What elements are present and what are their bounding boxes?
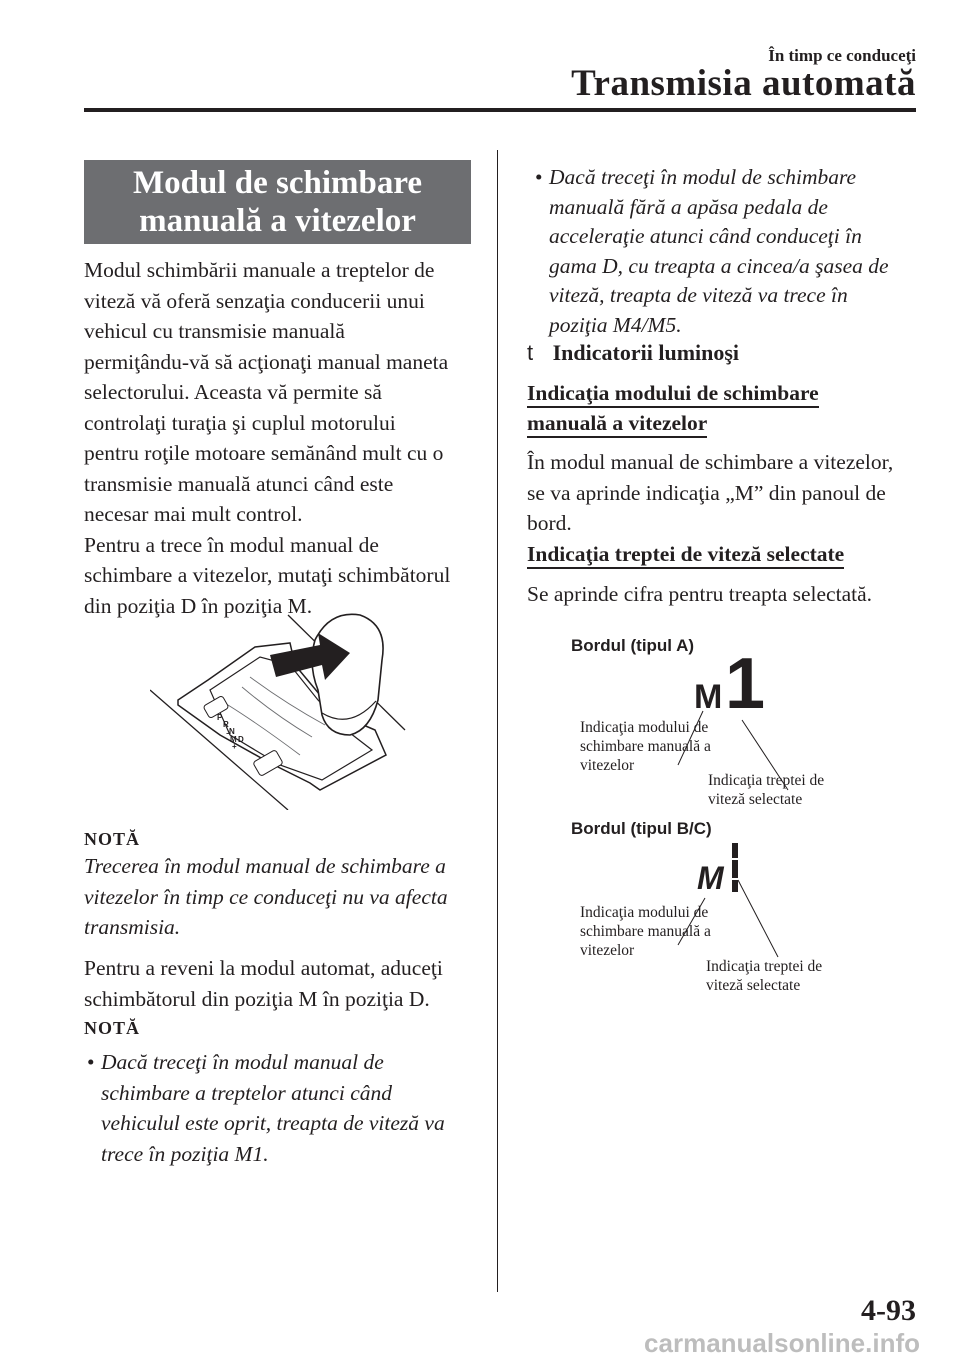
return-line: schimbătorul din poziţia M în poziţia D.	[84, 986, 430, 1011]
bullet-line: viteză, treapta de viteză va trece în	[549, 283, 848, 307]
right-bullet	[535, 163, 924, 340]
section-label: În timp ce conduceţi	[768, 46, 916, 65]
callout-line: schimbare manuală a	[580, 738, 711, 755]
bullet-line: Dacă treceţi în modul manual de	[101, 1050, 384, 1074]
note-title: NOTĂ	[84, 1018, 141, 1038]
column-divider	[497, 150, 498, 1292]
heading-line: Indicaţia modului de schimbare	[527, 381, 819, 408]
intro-line: schimbare a vitezelor, mutaţi schimbătorul	[84, 563, 451, 587]
shift-label-minus: −	[226, 729, 231, 738]
callout-line: vitezelor	[580, 757, 635, 774]
intro-line: Modul schimbării manuale a treptelor de	[84, 258, 435, 282]
shift-label-m: M	[230, 735, 237, 744]
intro-line: Pentru a trece în modul manual de	[84, 532, 379, 557]
chapter-title: Transmisia automată	[571, 63, 916, 104]
indicators-heading	[527, 338, 739, 368]
intro-line: controlaţi turaţia şi cuplul motorului	[84, 410, 396, 435]
intro-line: transmisie manuală atunci când este	[84, 471, 394, 496]
bullet-line: manuală fără a apăsa pedala de	[549, 194, 828, 219]
section-title-line2: manuală a vitezelor	[139, 203, 416, 239]
page-number: 4-93	[861, 1294, 916, 1327]
callout-line: Indicaţia treptei de	[708, 772, 825, 789]
note-title: NOTĂ	[84, 829, 141, 849]
section-title-box	[84, 160, 471, 244]
bullet-line: gama D, cu treapta a cincea/a şasea de	[549, 253, 889, 278]
shift-label-r: R	[223, 720, 229, 729]
shift-label-n: N	[229, 727, 235, 736]
bullet-line: poziţia M4/M5.	[549, 312, 682, 337]
callout-line: viteză selectate	[706, 977, 801, 994]
note2-bullet	[87, 1047, 481, 1169]
shift-label-plus: +	[232, 742, 237, 751]
note-line: vitezelor în timp ce conduceţi nu va afecta	[84, 884, 448, 909]
intro-line: vehicul cu transmisie manuală	[84, 319, 345, 343]
mode-indicator-m-b: M	[697, 860, 724, 896]
mode-indication-heading	[527, 378, 819, 438]
callout-line: schimbare manuală a	[580, 923, 711, 940]
body-line: În modul manual de schimbare a vitezelor,	[527, 450, 894, 474]
gear-indication-heading	[527, 539, 844, 569]
gear-indicator-digit: 1	[725, 644, 766, 724]
return-line: Pentru a reveni la modul automat, aduceţi	[84, 956, 443, 980]
callout-line-gear	[738, 880, 778, 957]
bullet-line: schimbare a treptelor atunci când	[101, 1080, 392, 1105]
intro-line: permiţându-vă să acţionaţi manual maneta	[84, 349, 449, 374]
bullet-line: acceleraţie atunci când conduceţi în	[549, 224, 862, 248]
header-rule	[84, 108, 916, 112]
shift-label-d: D	[238, 735, 244, 744]
body-line: bord.	[527, 511, 572, 535]
note1-text	[84, 851, 484, 943]
callout-line: vitezelor	[580, 942, 635, 959]
watermark: carmanualsonline.info	[644, 1328, 920, 1358]
diagram-b-gear-label	[706, 957, 822, 995]
callout-line: viteză selectate	[708, 791, 803, 808]
heading-line: manuală a vitezelor	[527, 411, 707, 438]
bullet-line: Dacă treceţi în modul de schimbare	[549, 165, 857, 189]
intro-line: pentru roţile motoare semănând mult cu o	[84, 441, 444, 465]
body-line: se va aprinde indicaţia „M” din panoul de	[527, 480, 886, 505]
heading-line: Indicaţia treptei de viteză selectate	[527, 542, 844, 569]
bullet-dot: •	[87, 1050, 95, 1074]
diagram-a-gear-label	[708, 771, 824, 809]
section-title-line1: Modul de schimbare	[132, 165, 423, 201]
intro-line: selectorului. Aceasta vă permite să	[84, 380, 382, 404]
shift-label-p: P	[217, 713, 223, 722]
gear-shifter-illustration	[150, 605, 410, 810]
diagram-a-mode-label	[580, 718, 711, 775]
return-paragraph	[84, 953, 484, 1014]
callout-line: Indicaţia treptei de	[706, 958, 823, 975]
note-line: Trecerea în modul manual de schimbare a	[84, 854, 446, 878]
bullet-line: vehiculul este oprit, treapta de viteză va	[101, 1111, 445, 1135]
intro-line: necesar mai mult control.	[84, 502, 303, 526]
intro-line: viteză vă oferă senzaţia conducerii unui	[84, 288, 425, 313]
mode-indication-body	[527, 447, 922, 539]
intro-paragraph	[84, 255, 484, 621]
shifter-knob	[312, 614, 383, 735]
bullet-line: trece în poziţia M1.	[101, 1141, 269, 1166]
gear-segment-bottom	[732, 880, 738, 892]
intro-line: din poziţia D în poziţia M.	[84, 593, 313, 618]
gear-segment-top	[732, 843, 738, 858]
callout-line: Indicaţia modului de	[580, 719, 709, 736]
heading-text: Indicatorii luminoşi	[552, 340, 740, 365]
note-line: transmisia.	[84, 915, 181, 939]
bullet-dot: •	[535, 165, 543, 189]
heading-marker: t	[527, 340, 534, 365]
callout-line: Indicaţia modului de	[580, 904, 709, 921]
diagram-b-heading: Bordul (tipul B/C)	[571, 819, 712, 838]
gear-indication-body: Se aprinde cifra pentru treapta selectată.	[527, 582, 873, 606]
diagram-a-heading: Bordul (tipul A)	[571, 636, 695, 655]
gear-segment-middle	[732, 860, 738, 878]
diagram-b-mode-label	[580, 903, 711, 960]
mode-indicator-m: M	[694, 678, 723, 716]
